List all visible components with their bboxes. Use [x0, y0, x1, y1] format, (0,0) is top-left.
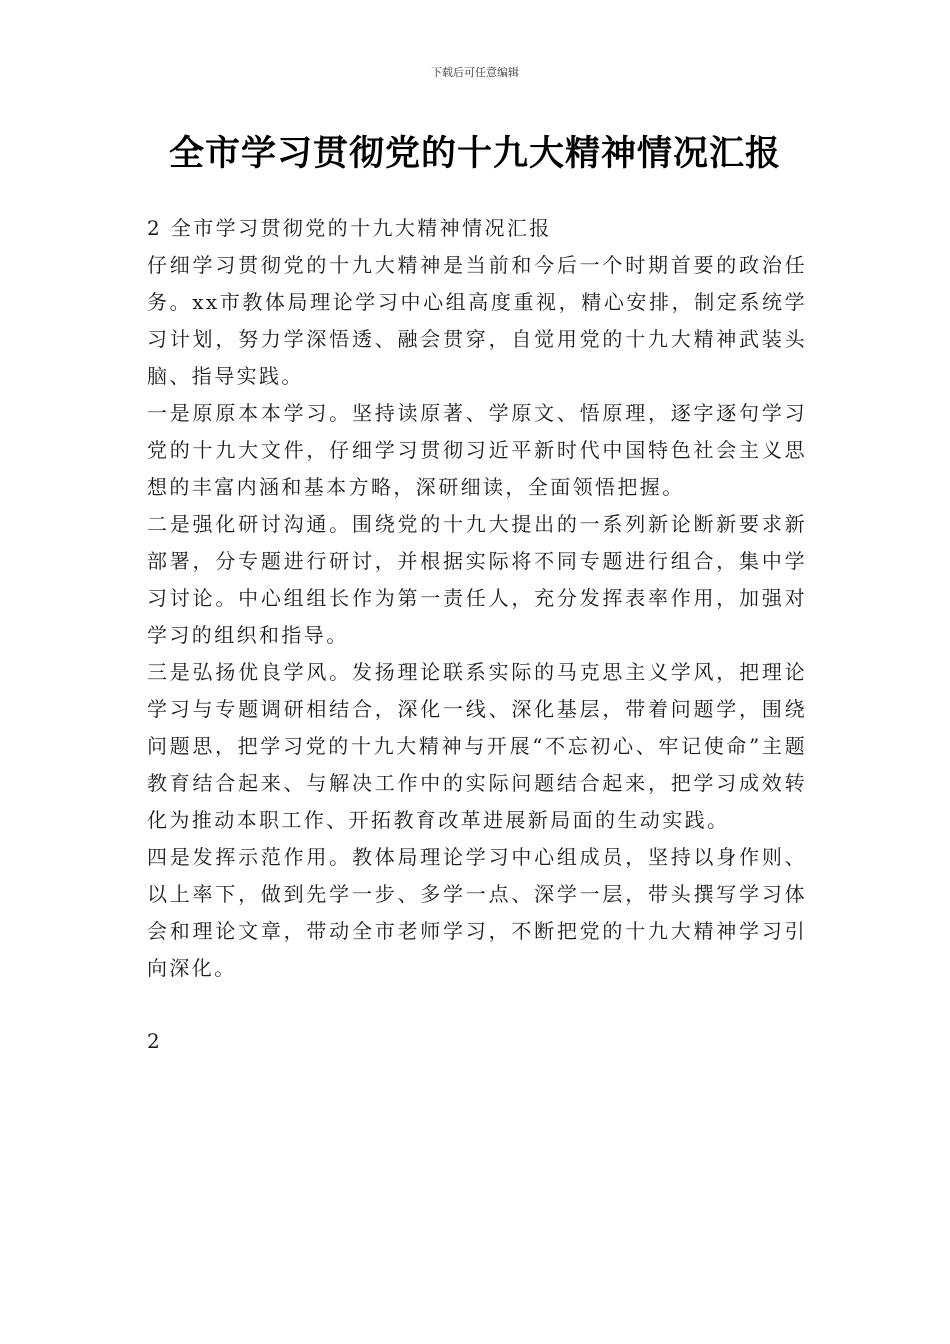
document-title: 全市学习贯彻党的十九大精神情况汇报 [168, 134, 781, 174]
paragraph-point-4: 四是发挥示范作用。教体局理论学习中心组成员，坚持以身作则、以上率下，做到先学一步、多学一点、深学一层，带头撰写学习体会和理论文章，带动全市老师学习，不断把党的十九大精神学习引向深化。 [147, 845, 807, 980]
header-note: 下载后可任意编辑 [431, 66, 519, 79]
paragraph-subtitle: 2 全市学习贯彻党的十九大精神情况汇报 [147, 216, 552, 240]
document-body [147, 210, 807, 987]
page-number: 2 [147, 1029, 160, 1053]
paragraph-point-1: 一是原原本本学习。坚持读原著、学原文、悟原理，逐字逐句学习党的十九大文件，仔细学习贯彻习近平新时代中国特色社会主义思想的丰富内涵和基本方略，深研细读，全面领悟把握。 [147, 401, 807, 499]
paragraph-intro: 仔细学习贯彻党的十九大精神是当前和今后一个时期首要的政治任务。xx市教体局理论学习中心组高度重视，精心安排，制定系统学习计划，努力学深悟透、融会贯穿，自觉用党的十九大精神武装头脑、指导实践。 [147, 253, 807, 388]
paragraph-point-2: 二是强化研讨沟通。围绕党的十九大提出的一系列新论断新要求新部署，分专题进行研讨，并根据实际将不同专题进行组合，集中学习讨论。中心组组长作为第一责任人，充分发挥表率作用，加强对学习的组织和指导。 [147, 512, 807, 647]
paragraph-point-3: 三是弘扬优良学风。发扬理论联系实际的马克思主义学风，把理论学习与专题调研相结合，深化一线、深化基层，带着问题学，围绕问题思，把学习党的十九大精神与开展“不忘初心、牢记使命”主题教育结合起来、与解决工作中的实际问题结合起来，把学习成效转化为推动本职工作、开拓教育改革进展新局面的生动实践。 [147, 660, 807, 832]
